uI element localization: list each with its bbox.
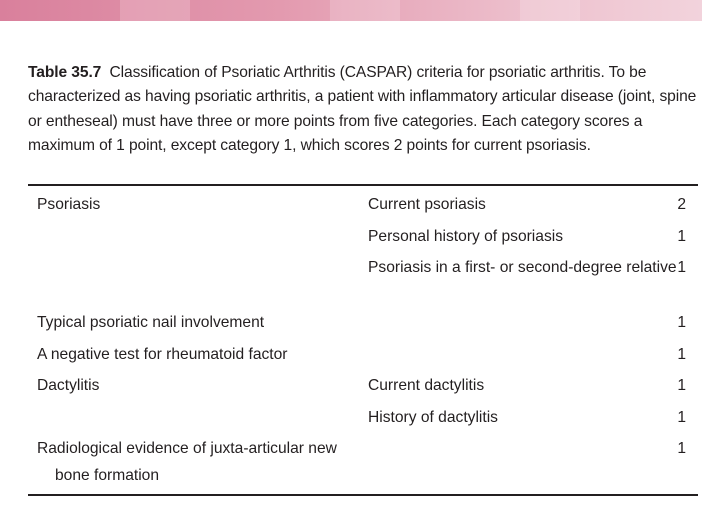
criterion-cell: History of dactylitis (368, 409, 498, 426)
points-cell: 1 (677, 259, 686, 276)
category-cell: A negative test for rheumatoid factor (37, 346, 288, 363)
points-cell: 1 (677, 228, 686, 245)
caption-text: Classification of Psoriatic Arthritis (CASPAR) criteria for psoriatic arthritis. To be characterized as having psoriatic arthritis, a patient with inflammatory articular disease (joint, spine or entheseal) must have three or more points from five categories. Each category scores a maximum of 1 point, except category 1, which scores 2 points for current psoriasis. (28, 64, 697, 155)
header-color-band (0, 0, 702, 21)
points-cell: 1 (677, 314, 686, 331)
criterion-cell: Current dactylitis (368, 377, 485, 394)
table-label: Table 35.7 (28, 64, 102, 81)
points-cell: 1 (677, 377, 686, 394)
points-cell: 2 (677, 196, 686, 213)
band-tile (520, 0, 580, 21)
criterion-cell: Psoriasis in a first- or second-degree relative (368, 259, 677, 276)
criterion-cell: Personal history of psoriasis (368, 228, 564, 245)
category-cell: Typical psoriatic nail involvement (37, 314, 265, 331)
band-tile (120, 0, 190, 21)
category-cell: Dactylitis (37, 377, 100, 394)
points-cell: 1 (677, 409, 686, 426)
category-cell: Psoriasis (37, 196, 101, 213)
criterion-cell: Current psoriasis (368, 196, 486, 213)
points-cell: 1 (677, 440, 686, 457)
category-cell: Radiological evidence of juxta-articular new bone formation (37, 440, 337, 484)
band-tile (330, 0, 400, 21)
points-cell: 1 (677, 346, 686, 363)
caspar-table (28, 184, 698, 496)
table-caption (28, 61, 704, 159)
